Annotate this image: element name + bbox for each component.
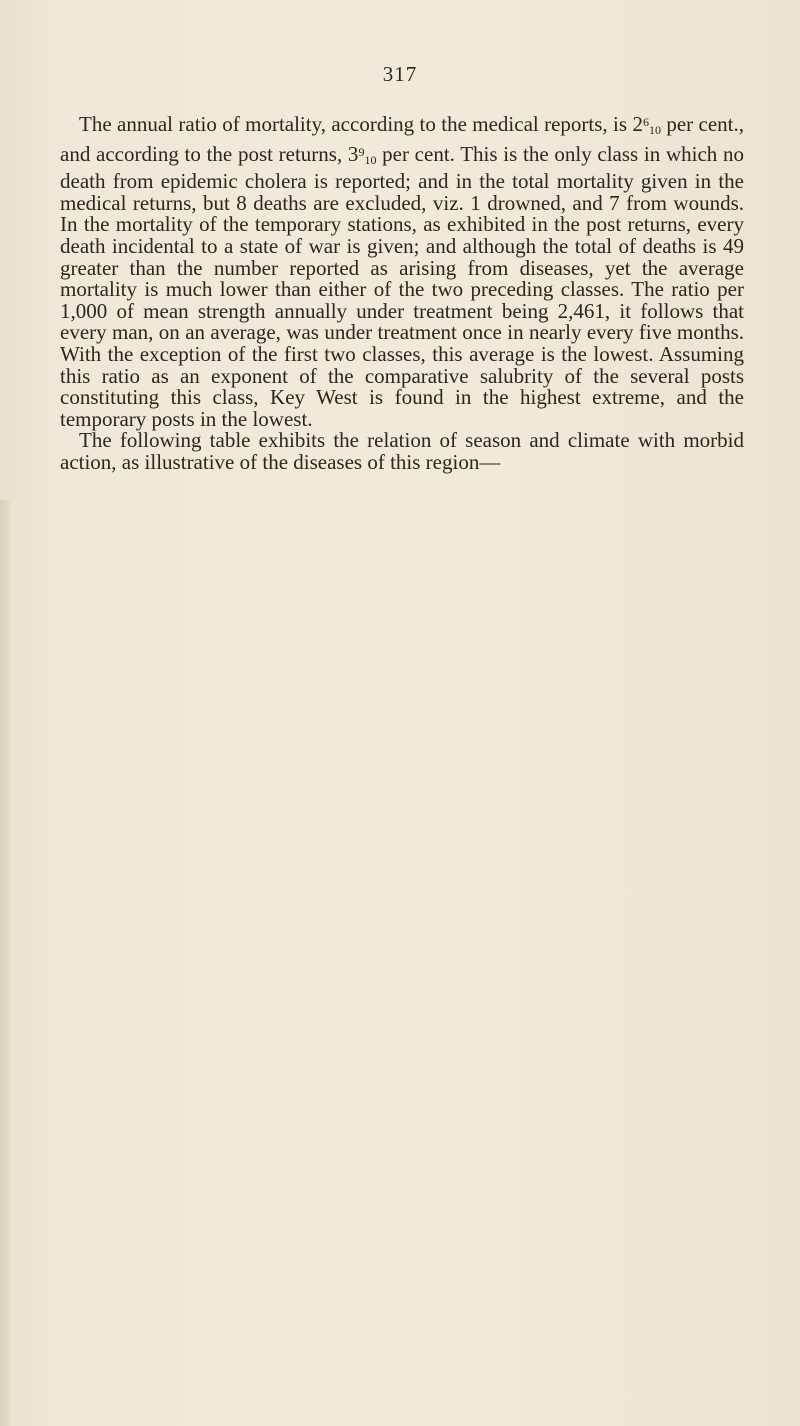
page-edge-shadow [0,500,10,1426]
paragraph-1-part-c: per cent. This is the only class in which no death from epidemic cholera is reported; and in the total mortality given in the medical returns, but 8 deaths are excluded, viz. 1 drowned, and 7 from wounds. In the mortality of the temporary stations, as exhibited in the post returns, every death incidental to a state of war is given; and although the total of deaths is 49 greater than the number reported as arising from diseases, yet the average mortality is much lower than either of the two preceding classes. The ratio per 1,000 of mean strength annually under treatment being 2,461, it follows that every man, on an average, was under treatment once in nearly every five months. With the exception of the first two classes, this average is the lowest. Assuming this ratio as an exponent of the comparative salubrity of the several posts constituting this class, Key West is found in the highest extreme, and the temporary posts in the lowest. [60,141,745,431]
paragraph-1-part-b: per cent., and according to the post returns, 3 [60,112,744,166]
paragraph-1 [60,112,744,430]
page-number: 317 [382,62,418,86]
paragraph-2: The following table exhibits the relation of season and climate with morbid action, as illustrative of the diseases of this region— [60,428,744,474]
paragraph-1-part-a: The annual ratio of mortality, according to the medical reports, is 2 [79,112,643,136]
fraction-2-denominator: 10 [364,152,377,167]
fraction-1-numerator: 6 [642,115,649,129]
fraction-1-denominator: 10 [648,123,661,137]
fraction-2-numerator: 9 [358,144,365,159]
body-text [60,112,744,474]
